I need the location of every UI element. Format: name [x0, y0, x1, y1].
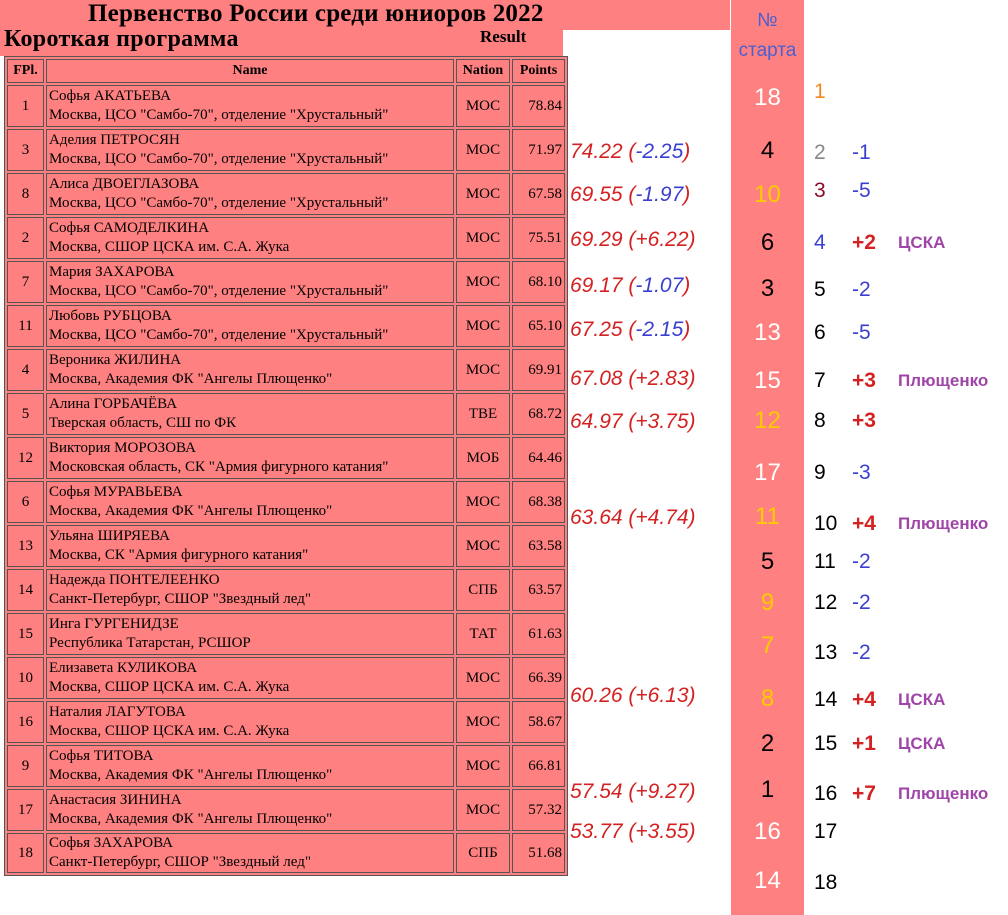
name-cell: [46, 613, 454, 655]
table-row: [7, 129, 565, 171]
score-value: 53.77: [570, 820, 623, 843]
final-rank: 13: [814, 641, 838, 664]
final-rank: 17: [814, 820, 838, 843]
skater-club: Москва, ЦСО "Самбо-70", отделение "Хрустальный": [49, 151, 389, 167]
fpl-cell: 4: [7, 349, 44, 391]
points-cell: 66.81: [512, 745, 565, 787]
column-header-nation: Nation: [456, 59, 510, 83]
name-cell: [46, 437, 454, 479]
name-cell: [46, 129, 454, 171]
skater-club: Республика Татарстан, РСШОР: [49, 635, 251, 651]
rank-delta: +3: [852, 369, 876, 392]
nation-cell: МОС: [456, 261, 510, 303]
nation-cell: СПБ: [456, 833, 510, 873]
name-cell: [46, 789, 454, 831]
skater-club: Москва, СШОР ЦСКА им. С.А. Жука: [49, 239, 290, 255]
skater-name: Виктория МОРОЗОВА: [49, 440, 196, 456]
rank-delta: +3: [852, 409, 876, 432]
fpl-cell: 14: [7, 569, 44, 611]
start-number: 2: [760, 730, 775, 757]
fpl-cell: 18: [7, 833, 44, 873]
final-rank: 7: [814, 369, 826, 392]
fpl-cell: 6: [7, 481, 44, 523]
skater-name: Мария ЗАХАРОВА: [49, 264, 175, 280]
skater-name: Софья ЗАХАРОВА: [49, 835, 173, 851]
nation-cell: МОС: [456, 217, 510, 259]
start-number: 14: [754, 867, 781, 894]
fpl-cell: 11: [7, 305, 44, 347]
start-number: 11: [755, 503, 780, 530]
table-row: [7, 701, 565, 743]
table-row: [7, 789, 565, 831]
name-cell: [46, 701, 454, 743]
rank-delta: -2: [852, 641, 871, 664]
nation-cell: МОС: [456, 657, 510, 699]
rank-delta: -1: [852, 141, 871, 164]
score-delta: +6.22: [635, 228, 689, 251]
result-score: 64.97 (+3.75): [570, 410, 696, 433]
result-score: 74.22 (-2.25): [570, 140, 691, 163]
score-value: 69.17: [570, 274, 623, 297]
score-value: 69.29: [570, 228, 623, 251]
club-tag: Плющенко: [898, 784, 989, 803]
table-row: [7, 305, 565, 347]
points-cell: 65.10: [512, 305, 565, 347]
nation-cell: МОС: [456, 481, 510, 523]
nation-cell: МОС: [456, 701, 510, 743]
points-cell: 61.63: [512, 613, 565, 655]
skater-club: Тверская область, СШ по ФК: [49, 415, 237, 431]
skater-name: Аделия ПЕТРОСЯН: [49, 132, 180, 148]
skater-club: Москва, ЦСО "Самбо-70", отделение "Хрустальный": [49, 283, 389, 299]
result-score: 69.17 (-1.07): [570, 274, 691, 297]
nation-cell: МОС: [456, 129, 510, 171]
name-cell: [46, 261, 454, 303]
result-score: 53.77 (+3.55): [570, 820, 696, 843]
points-cell: 57.32: [512, 789, 565, 831]
fpl-cell: 3: [7, 129, 44, 171]
start-number: 8: [760, 685, 775, 712]
club-tag: Плющенко: [898, 514, 989, 533]
final-rank: 11: [814, 550, 836, 573]
table-row: [7, 393, 565, 435]
column-header-fpl: FPl.: [7, 59, 44, 83]
points-cell: 64.46: [512, 437, 565, 479]
final-rank: 6: [814, 321, 826, 344]
skater-club: Санкт-Петербург, СШОР "Звездный лед": [49, 854, 311, 870]
nation-cell: МОС: [456, 789, 510, 831]
fpl-cell: 5: [7, 393, 44, 435]
column-header-points: Points: [512, 59, 565, 83]
final-rank: 16: [814, 782, 838, 805]
score-delta: +9.27: [635, 780, 689, 803]
skater-name: Вероника ЖИЛИНА: [49, 352, 182, 368]
final-rank: 1: [814, 80, 826, 103]
name-cell: [46, 305, 454, 347]
result-score: 63.64 (+4.74): [570, 506, 696, 529]
table-row: [7, 437, 565, 479]
points-cell: 68.38: [512, 481, 565, 523]
final-rank: 14: [814, 688, 838, 711]
table-row: [7, 481, 565, 523]
skater-club: Москва, СШОР ЦСКА им. С.А. Жука: [49, 723, 290, 739]
page-title: Первенство России среди юниоров 2022: [88, 0, 544, 27]
table-header-row: [7, 59, 565, 83]
skater-club: Москва, Академия ФК "Ангелы Плющенко": [49, 811, 333, 827]
rank-delta: -2: [852, 278, 871, 301]
result-score: 60.26 (+6.13): [570, 684, 696, 707]
fpl-cell: 17: [7, 789, 44, 831]
column-header-name: Name: [46, 59, 454, 83]
final-rank: 2: [814, 141, 826, 164]
score-value: 69.55: [570, 183, 623, 206]
final-rank: 3: [814, 179, 826, 202]
points-cell: 63.57: [512, 569, 565, 611]
name-cell: [46, 217, 454, 259]
start-number: 3: [760, 275, 775, 302]
points-cell: 71.97: [512, 129, 565, 171]
result-score: 57.54 (+9.27): [570, 780, 696, 803]
skater-club: Москва, СШОР ЦСКА им. С.А. Жука: [49, 679, 290, 695]
name-cell: [46, 349, 454, 391]
start-number-header: [731, 6, 804, 66]
result-score: 67.08 (+2.83): [570, 367, 696, 390]
start-header-line1: №: [757, 10, 778, 31]
points-cell: 58.67: [512, 701, 565, 743]
fpl-cell: 10: [7, 657, 44, 699]
rank-delta: +7: [852, 782, 876, 805]
rank-delta: +2: [852, 231, 876, 254]
rank-delta: -5: [852, 321, 871, 344]
fpl-cell: 1: [7, 85, 44, 127]
rank-delta: -3: [852, 461, 871, 484]
table-row: [7, 217, 565, 259]
start-number: 1: [760, 776, 775, 803]
score-value: 67.25: [570, 318, 623, 341]
results-table: [4, 56, 568, 876]
page-subtitle: Короткая программа: [4, 26, 239, 52]
points-cell: 68.72: [512, 393, 565, 435]
fpl-cell: 12: [7, 437, 44, 479]
club-tag: ЦСКА: [898, 233, 946, 252]
table-row: [7, 657, 565, 699]
skater-name: Алиса ДВОЕГЛАЗОВА: [49, 176, 200, 192]
score-value: 57.54: [570, 780, 623, 803]
final-rank: 4: [814, 231, 826, 254]
score-delta: +3.75: [635, 410, 689, 433]
name-cell: [46, 525, 454, 567]
club-tag: ЦСКА: [898, 734, 946, 753]
name-cell: [46, 85, 454, 127]
points-cell: 78.84: [512, 85, 565, 127]
start-number: 6: [760, 229, 775, 256]
skater-name: Любовь РУБЦОВА: [49, 308, 172, 324]
rank-delta: +1: [852, 732, 876, 755]
nation-cell: МОС: [456, 525, 510, 567]
skater-name: Софья АКАТЬЕВА: [49, 88, 171, 104]
score-value: 63.64: [570, 506, 623, 529]
name-cell: [46, 569, 454, 611]
club-tag: Плющенко: [898, 371, 989, 390]
skater-club: Москва, ЦСО "Самбо-70", отделение "Хрустальный": [49, 107, 389, 123]
score-delta: +2.83: [635, 367, 689, 390]
nation-cell: МОС: [456, 745, 510, 787]
final-rank: 18: [814, 871, 838, 894]
table-row: [7, 261, 565, 303]
start-header-line2: старта: [738, 40, 797, 61]
start-number: 7: [760, 632, 775, 659]
name-cell: [46, 833, 454, 873]
skater-name: Софья ТИТОВА: [49, 748, 154, 764]
start-number: 12: [754, 407, 781, 434]
nation-cell: ТАТ: [456, 613, 510, 655]
skater-name: Елизавета КУЛИКОВА: [49, 660, 198, 676]
rank-delta: -5: [852, 179, 871, 202]
nation-cell: МОС: [456, 305, 510, 347]
start-number: 9: [760, 589, 775, 616]
skater-name: Инга ГУРГЕНИДЗЕ: [49, 616, 179, 632]
table-row: [7, 569, 565, 611]
final-rank: 10: [814, 512, 838, 535]
name-cell: [46, 393, 454, 435]
fpl-cell: 16: [7, 701, 44, 743]
rank-delta: +4: [852, 512, 876, 535]
final-rank: 12: [814, 591, 838, 614]
skater-club: Москва, Академия ФК "Ангелы Плющенко": [49, 503, 333, 519]
skater-club: Москва, Академия ФК "Ангелы Плющенко": [49, 767, 333, 783]
table-row: [7, 745, 565, 787]
final-rank: 5: [814, 278, 826, 301]
points-cell: 63.58: [512, 525, 565, 567]
nation-cell: МОС: [456, 349, 510, 391]
score-value: 74.22: [570, 140, 623, 163]
table-row: [7, 525, 565, 567]
skater-name: Анастасия ЗИНИНА: [49, 792, 182, 808]
fpl-cell: 2: [7, 217, 44, 259]
start-number: 13: [754, 319, 781, 346]
name-cell: [46, 173, 454, 215]
skater-name: Наталия ЛАГУТОВА: [49, 704, 186, 720]
score-delta: +4.74: [635, 506, 689, 529]
final-rank: 15: [814, 732, 838, 755]
nation-cell: ТВЕ: [456, 393, 510, 435]
skater-club: Санкт-Петербург, СШОР "Звездный лед": [49, 591, 311, 607]
skater-club: Москва, ЦСО "Самбо-70", отделение "Хрустальный": [49, 327, 389, 343]
start-number: 4: [760, 137, 775, 164]
result-score: 69.29 (+6.22): [570, 228, 696, 251]
result-label: Result: [480, 27, 527, 46]
score-delta: -2.15: [635, 318, 684, 341]
score-delta: -2.25: [635, 140, 684, 163]
name-cell: [46, 657, 454, 699]
start-number: 10: [754, 181, 781, 208]
start-number: 16: [754, 818, 781, 845]
score-delta: -1.07: [635, 274, 684, 297]
fpl-cell: 15: [7, 613, 44, 655]
final-rank: 9: [814, 461, 826, 484]
table-row: [7, 613, 565, 655]
name-cell: [46, 745, 454, 787]
points-cell: 66.39: [512, 657, 565, 699]
points-cell: 68.10: [512, 261, 565, 303]
nation-cell: МОС: [456, 85, 510, 127]
points-cell: 75.51: [512, 217, 565, 259]
skater-club: Московская область, СК "Армия фигурного катания": [49, 459, 389, 475]
rank-delta: +4: [852, 688, 876, 711]
name-cell: [46, 481, 454, 523]
skater-name: Софья САМОДЕЛКИНА: [49, 220, 210, 236]
score-value: 60.26: [570, 684, 623, 707]
result-score: 69.55 (-1.97): [570, 183, 691, 206]
fpl-cell: 13: [7, 525, 44, 567]
nation-cell: МОС: [456, 173, 510, 215]
table-row: [7, 173, 565, 215]
start-number: 18: [754, 84, 781, 111]
points-cell: 69.91: [512, 349, 565, 391]
score-delta: +3.55: [635, 820, 689, 843]
skater-club: Москва, Академия ФК "Ангелы Плющенко": [49, 371, 333, 387]
fpl-cell: 7: [7, 261, 44, 303]
result-score: 67.25 (-2.15): [570, 318, 691, 341]
table-row: [7, 85, 565, 127]
nation-cell: МОБ: [456, 437, 510, 479]
score-value: 64.97: [570, 410, 623, 433]
skater-name: Надежда ПОНТЕЛЕЕНКО: [49, 572, 220, 588]
fpl-cell: 8: [7, 173, 44, 215]
points-cell: 51.68: [512, 833, 565, 873]
table-row: [7, 349, 565, 391]
start-number: 15: [754, 367, 781, 394]
rank-delta: -2: [852, 550, 871, 573]
points-cell: 67.58: [512, 173, 565, 215]
score-delta: +6.13: [635, 684, 689, 707]
table-row: [7, 833, 565, 873]
skater-club: Москва, СК "Армия фигурного катания": [49, 547, 309, 563]
start-number: 5: [760, 548, 775, 575]
fpl-cell: 9: [7, 745, 44, 787]
skater-name: Ульяна ШИРЯЕВА: [49, 528, 171, 544]
skater-name: Софья МУРАВЬЕВА: [49, 484, 183, 500]
rank-delta: -2: [852, 591, 871, 614]
club-tag: ЦСКА: [898, 690, 946, 709]
score-value: 67.08: [570, 367, 623, 390]
final-rank: 8: [814, 409, 826, 432]
nation-cell: СПБ: [456, 569, 510, 611]
skater-club: Москва, ЦСО "Самбо-70", отделение "Хрустальный": [49, 195, 389, 211]
start-number: 17: [754, 459, 781, 486]
skater-name: Алина ГОРБАЧЁВА: [49, 396, 178, 412]
score-delta: -1.97: [635, 183, 684, 206]
